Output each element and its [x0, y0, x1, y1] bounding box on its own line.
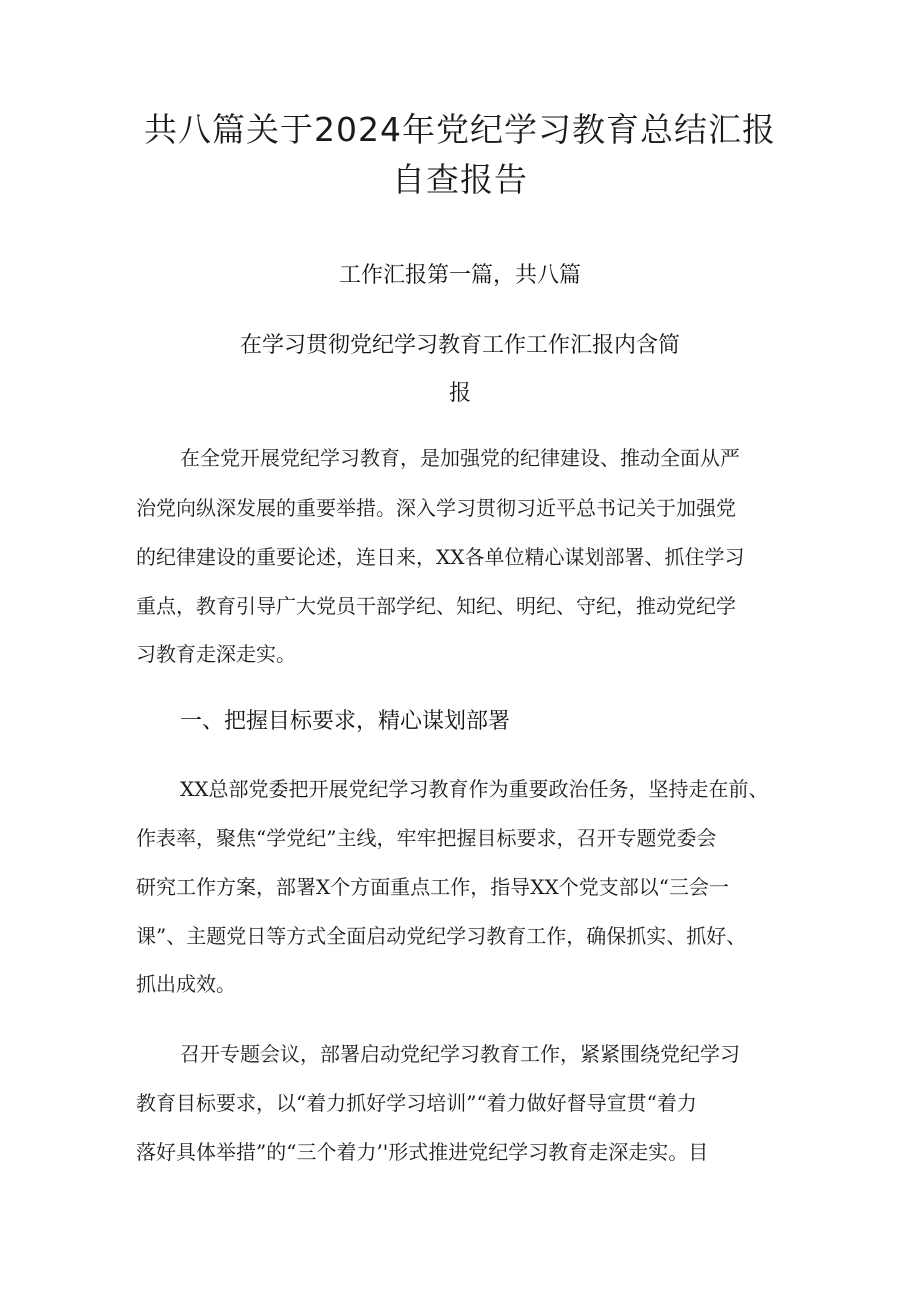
paragraph-2-line: 召开专题会议，部署启动党纪学习教育工作，紧紧围绕党纪学习 [180, 1042, 740, 1066]
section-label: 工作汇报第一篇，共八篇 [338, 263, 581, 288]
document-title-line-2: 自查报告 [392, 160, 528, 199]
intro-line: 在全党开展党纪学习教育，是加强党的纪律建设、推动全面从严 [180, 446, 740, 470]
paragraph-2-line: 教育目标要求，以“着力抓好学习培训”“着力做好督导宣贯“着力 [136, 1091, 697, 1115]
intro-line: 的纪律建设的重要论述，连日来，XX各单位精心谋划部署、抓住学习 [136, 545, 745, 569]
paragraph-1-line: 抓出成效。 [136, 972, 236, 996]
paragraph-2-line: 落好具体举措”的“三个着力’'形式推进党纪学习教育走深走实。目 [136, 1140, 709, 1164]
report-title-line-1: 在学习贯彻党纪学习教育工作工作汇报内含简 [239, 333, 680, 358]
paragraph-1-line: 课”、主题党日等方式全面启动党纪学习教育工作，确保抓实、抓好、 [136, 924, 747, 948]
intro-line: 重点，教育引导广大党员干部学纪、知纪、明纪、守纪，推动党纪学 [136, 594, 736, 618]
paragraph-1-line: 研究工作方案，部署X个方面重点工作，指导XX个党支部以“三会一 [136, 875, 729, 899]
intro-line: 习教育走深走实。 [136, 642, 296, 666]
paragraph-1-line: XX总部党委把开展党纪学习教育作为重要政治任务，坚持走在前、 [180, 777, 769, 801]
report-title-line-2: 报 [448, 381, 471, 406]
section-heading-1: 一、把握目标要求，精心谋划部署 [180, 709, 511, 734]
paragraph-1-line: 作表率，聚焦“学党纪”主线，牢牢把握目标要求，召开专题党委会 [136, 826, 717, 850]
document-title-line-1: 共八篇关于2024年党纪学习教育总结汇报 [144, 110, 776, 149]
intro-line: 治党向纵深发展的重要举措。深入学习贯彻习近平总书记关于加强党 [136, 496, 736, 520]
